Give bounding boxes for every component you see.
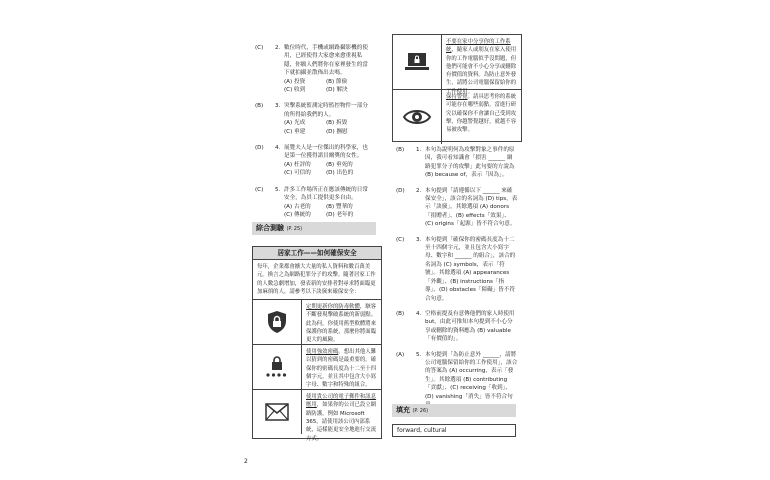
explanation-text: 本句為說明何為攻擊對象之事件的原因，我可看知識會「損害 ______ 網路犯罪分子的攻擊」此句要的方說為 (B) because of，表示「因為」。: [425, 147, 515, 179]
section-comprehensive-header: [252, 222, 376, 235]
tips-box-right: [392, 34, 522, 142]
answer-letter: (B): [255, 103, 264, 110]
option: (A) 枉評的: [284, 161, 311, 168]
question-number: 2.: [275, 45, 281, 51]
fill-answer-box: [392, 424, 516, 437]
question-text: 突擊系統監測定時監控物件一部分的所得給我們的人。: [284, 103, 368, 118]
question-item: [396, 351, 518, 410]
eye-icon: [393, 90, 442, 144]
option: (D) 老年的: [326, 211, 354, 218]
question-number: 3.: [275, 103, 281, 110]
laptop-lock-icon: [393, 35, 442, 89]
option: (C) 收到: [284, 87, 306, 94]
question-number: 2.: [416, 187, 422, 194]
question-row: [255, 186, 368, 203]
question-row: [255, 144, 368, 161]
tip-body: ，隨家人或朋友在家入使用你的工作電腦似乎沒問題，但他們可能會不小心分享或刪除有價值的資料。為防止意外發生，請將公司電腦保留給你的工作使用。: [446, 47, 517, 95]
option: (D) 出色的: [326, 170, 354, 177]
tip-text: [302, 300, 381, 344]
tips-box-title: 居家工作——如何確保安全: [253, 247, 381, 260]
tip-row: [253, 299, 381, 344]
page-number: 2: [244, 458, 248, 465]
question-item: [255, 102, 368, 136]
section-fill-title: 填充: [396, 406, 410, 414]
answer-letter: (B): [396, 147, 405, 153]
option: (C) 可信的: [284, 170, 311, 177]
tip-text: [442, 35, 521, 95]
explanation-text: 本句提到「確保你的密碼長度為十二至十四個字元，並且包含大小寫字母、數字和 ______ 的組合」，該合的名詞為 (C) symbols，表示「符號」。其餘選項 (A) appearances「外觀」、(B) instructions「指導」、(D) obstacles「障礙」皆不符合句意。: [425, 236, 516, 302]
answer-letter: (C): [396, 236, 405, 243]
option: (B) 拆毀: [326, 120, 348, 127]
explanation-text: 本句提到「為防止意外 ______，請將公司電腦保留給你的工作使用」，該合的答案為 (A) occurring，表示「發生」。其餘選項 (B) contributing「貢獻」、(C) receiving「收到」、(D) vanishing「消失」皆不符合句: [425, 351, 518, 400]
password-lock-icon: [253, 345, 302, 389]
answer-letter: (C): [255, 186, 264, 193]
tip-title: 定期更新你的防毒軟體: [306, 304, 360, 311]
answer-letter: (D): [396, 187, 405, 194]
question-item: [396, 146, 518, 180]
question-item: [255, 144, 368, 178]
question-row: [396, 146, 518, 180]
explanation-text: 空格前提及有意傳他們的家人時使用 but，由此可推知本句提到不小心分享或刪除的資料應為 (B) valuable「有價值的」。: [425, 310, 515, 343]
fill-answer-text: forward, cultural: [397, 427, 447, 434]
question-text: 許多工作場所正在應該傳統的日常安全，為員工提供更多自由。: [284, 186, 368, 202]
tip-title: 使用貴公司的電子郵件和訊息應用: [306, 394, 377, 409]
section-comprehensive-title: 綜合測驗: [256, 224, 284, 232]
question-row: [396, 187, 518, 229]
right-question-list: [396, 146, 518, 416]
option: (C) 傳統的: [284, 211, 311, 218]
email-icon: [253, 390, 302, 434]
option-grid: [255, 203, 368, 220]
tip-body: ，駭客不斷發現擊破系統的新弱點。此為何，你使用舊型軟體將來保護你的系統，那麼你將面臨更大的風險。: [306, 304, 377, 344]
tip-text: [302, 390, 381, 442]
question-number: 4.: [275, 145, 281, 152]
lock-shield-icon: [253, 300, 302, 344]
tip-title: 保持警覺: [446, 94, 468, 100]
tip-row: [253, 344, 381, 389]
tip-row: [253, 389, 381, 442]
question-item: [255, 186, 368, 220]
option: (C) 垂建: [284, 128, 306, 135]
question-number: 4.: [416, 310, 422, 317]
explanation-text: 本句提到「請遵循以下 ______ 來確保安全」，該合的名詞為 (D) tips，表示「訣竅」。其餘選項 (A) donors「捐贈者」、(B) effects「效果」、(C) origins「起源」皆不符合句意。: [425, 187, 518, 228]
question-row: [255, 44, 368, 78]
tip-body: ，如果你的公司已設立網路防護，例如 Microsoft 365，請使用該公司內部系統，這樣能更安全地進行交流方式。: [306, 402, 377, 442]
answer-letter: (A): [396, 351, 405, 358]
left-question-list: [255, 44, 368, 227]
tip-row: [393, 89, 521, 144]
question-item: [396, 236, 518, 303]
tip-row: [393, 34, 521, 95]
question-item: [396, 187, 518, 229]
section-fill-header: [392, 404, 516, 417]
section-comprehensive-ref: (P. 25): [286, 226, 303, 232]
answer-letter: (B): [396, 310, 405, 317]
question-item: [396, 310, 518, 344]
question-number: 1.: [416, 147, 422, 153]
question-text: 數位時代，手機或網路攝影機的使用，已經使得大家愈來愈重視私隱，你願人們將你在家裡發生的當下就拍攝並散佈出去嗎。: [284, 45, 368, 77]
tips-box-intro: 每年，企業都會擴大大量的私人資料和數百萬美元。換言之為網路犯罪分子的攻擊。隨著居家工作的人數急劇增加，發表新的安排者對尋求將面臨更加麻煩的人，請參考以下訣竅來確保安全：: [257, 264, 376, 295]
question-item: [255, 44, 368, 94]
option: (D) 解決: [326, 87, 348, 94]
tip-text: [442, 90, 521, 144]
question-row: [396, 236, 518, 303]
tips-box-left: [252, 246, 382, 442]
option: (B) 節儉: [326, 78, 348, 85]
section-fill-ref: (P. 26): [412, 408, 429, 414]
question-row: [396, 351, 518, 410]
question-number: 3.: [416, 236, 422, 243]
option: (D) 撫慰: [326, 128, 348, 135]
question-row: [255, 102, 368, 119]
option: (A) 光成: [284, 120, 306, 127]
option: (B) 豐華的: [326, 203, 353, 210]
option-grid: [255, 119, 368, 136]
tip-title: 使用強效密碼: [306, 349, 339, 356]
answer-letter: (D): [255, 145, 264, 152]
tip-title: 不要在家中分享你的工作系統: [446, 39, 511, 54]
question-number: 5.: [416, 351, 422, 358]
tip-body: 。想出其他人難以猜到的密碼是最重要的。確保你的密碼長度為十二至十四個字元，並且其中包含大小寫字母、數字和特殊的組合。: [306, 349, 377, 389]
answer-letter: (C): [255, 45, 264, 51]
option: (B) 垂死的: [326, 161, 353, 168]
option: (A) 投資: [284, 78, 306, 85]
option: (A) 古老的: [284, 203, 311, 210]
question-text: 展覽夫人是一位傑出的科學家，也是第一位獲得諾貝爾獎的女性。: [284, 145, 368, 160]
tip-body: 。請具思考你的系統可能存在哪些弱點。當進行研究以確保你不會讓自己受到攻擊，你越警覺越好，就越不容易被攻擊。: [446, 94, 517, 134]
question-row: [396, 310, 518, 344]
option-grid: [255, 161, 368, 178]
tip-text: [302, 345, 381, 389]
question-number: 5.: [275, 186, 281, 193]
option-grid: [255, 78, 368, 95]
